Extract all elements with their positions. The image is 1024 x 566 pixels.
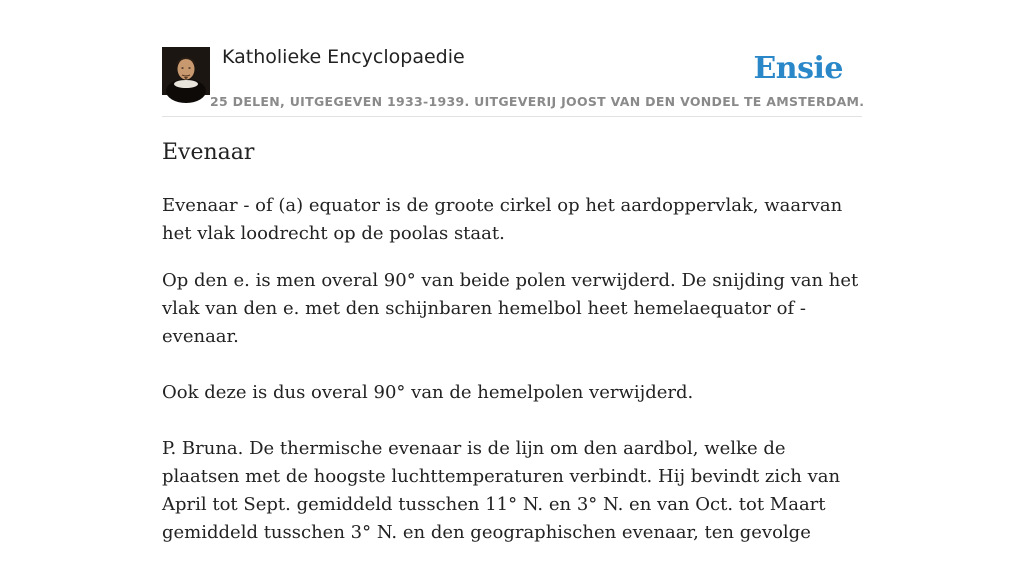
page-container <box>162 0 865 543</box>
site-title[interactable]: Katholieke Encyclopaedie <box>222 46 465 68</box>
article-title: Evenaar <box>162 140 255 165</box>
article-paragraph: P. Bruna. De thermische evenaar is de lijn om den aardbol, welke de plaatsen met de hoogste luchttemperaturen verbindt. Hij bevindt zich van April tot Sept. gemiddeld tusschen 11° N. en 3° N. en van Oct. tot Maart gemiddeld tusschen 3° N. en den geographischen evenaar, ten gevolge <box>162 438 841 543</box>
portrait-avatar-icon[interactable] <box>162 47 210 95</box>
site-subtitle: 25 DELEN, UITGEGEVEN 1933-1939. UITGEVERIJ JOOST VAN DEN VONDEL TE AMSTERDAM. <box>210 94 865 109</box>
article-paragraph: Op den e. is men overal 90° van beide polen verwijderd. De snijding van het vlak van den e. met den schijnbaren hemelbol heet hemelaequator of -evenaar. <box>162 270 859 347</box>
ensie-logo-link[interactable]: Ensie <box>753 51 843 86</box>
article-paragraph: Ook deze is dus overal 90° van de hemelpolen verwijderd. <box>162 382 694 403</box>
site-header <box>162 0 865 117</box>
article-paragraph: Evenaar - of (a) equator is de groote cirkel op het aardoppervlak, waarvan het vlak loodrecht op de poolas staat. <box>162 195 843 244</box>
article-body <box>162 192 862 566</box>
